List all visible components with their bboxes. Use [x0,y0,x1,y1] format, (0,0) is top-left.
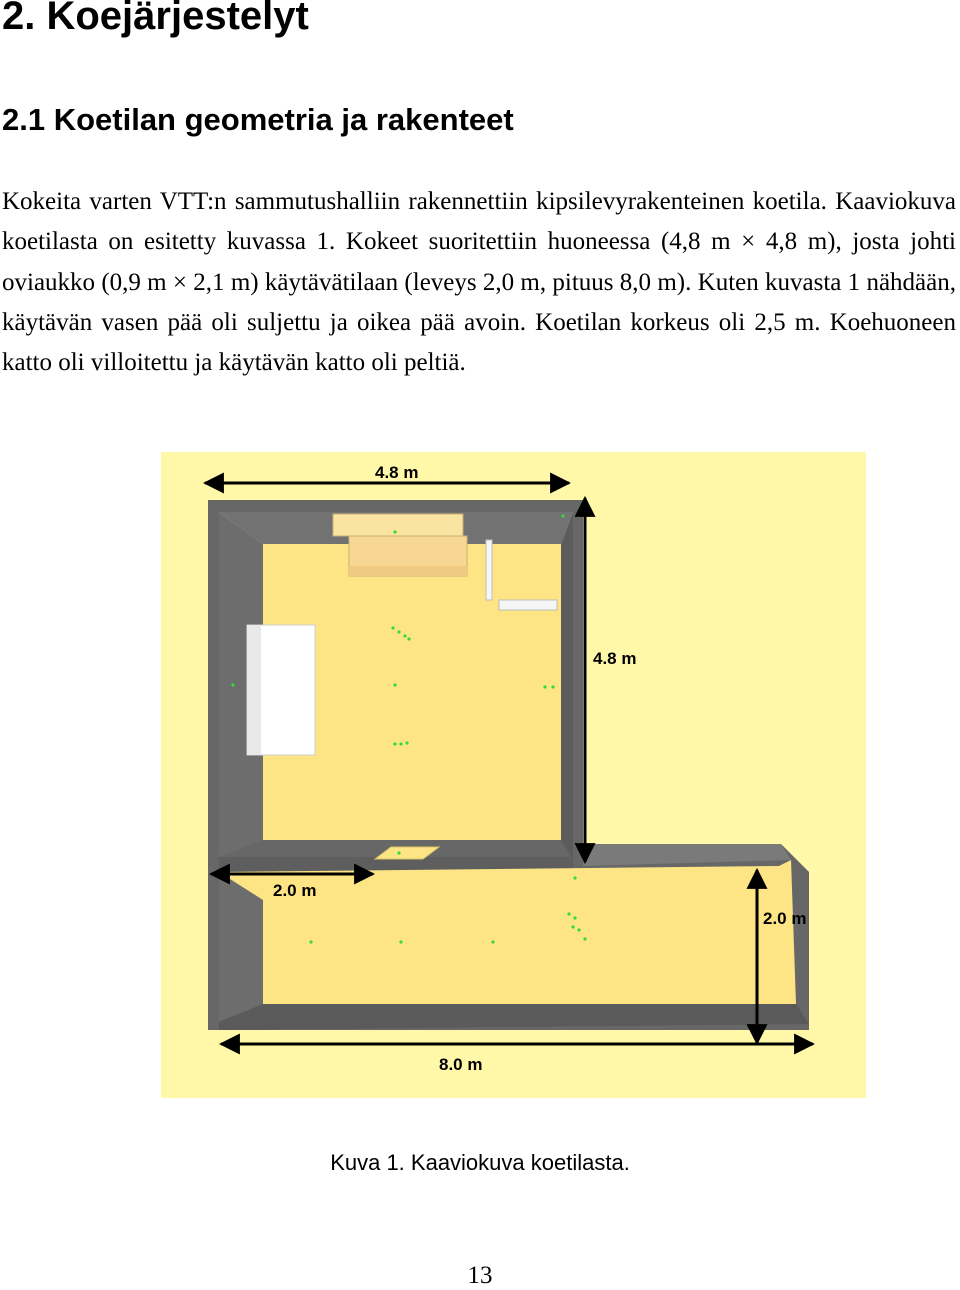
body-paragraph: Kokeita varten VTT:n sammutushalliin rakennettiin kipsilevyrakenteinen koetila. Kaaviokuva koetilasta on esitetty kuvassa 1. Kokeet suoritettiin huoneessa (4,8 m × 4,8 m), josta johti oviaukko (0,9 m × 2,1 m) käytävätilaan (leveys 2,0 m, pituus 8,0 m). Kuten kuvasta 1 nähdään, käytävän vasen pää oli suljettu ja oikea pää avoin. Koetilan korkeus oli 2,5 m. Koehuoneen katto oli villoitettu ja käytävän katto oli peltiä. [2,188,956,377]
dim-corridor-length-label: 8.0 m [439,1055,483,1074]
room-right-wall-face [561,512,573,860]
shelf-lower-front [349,566,467,576]
floor-plan-figure [161,452,866,1098]
dim-corridor-right-label: 2.0 m [763,909,807,928]
shelf-upper [333,514,463,536]
page-number: 13 [467,1262,493,1289]
floor-plan-diagram [161,452,866,1098]
dim-room-depth-label: 4.8 m [593,649,637,668]
dim-corridor-left-label: 2.0 m [273,881,317,900]
subsection-heading: 2.1 Koetilan geometria ja rakenteet [2,102,514,137]
section-heading: 2. Koejärjestelyt [2,0,309,38]
cabinet-vertical [486,540,492,600]
dim-room-width-label: 4.8 m [375,463,419,482]
bed-side [247,625,261,755]
figure-caption: Kuva 1. Kaaviokuva koetilasta. [330,1150,630,1175]
bench [499,600,557,610]
